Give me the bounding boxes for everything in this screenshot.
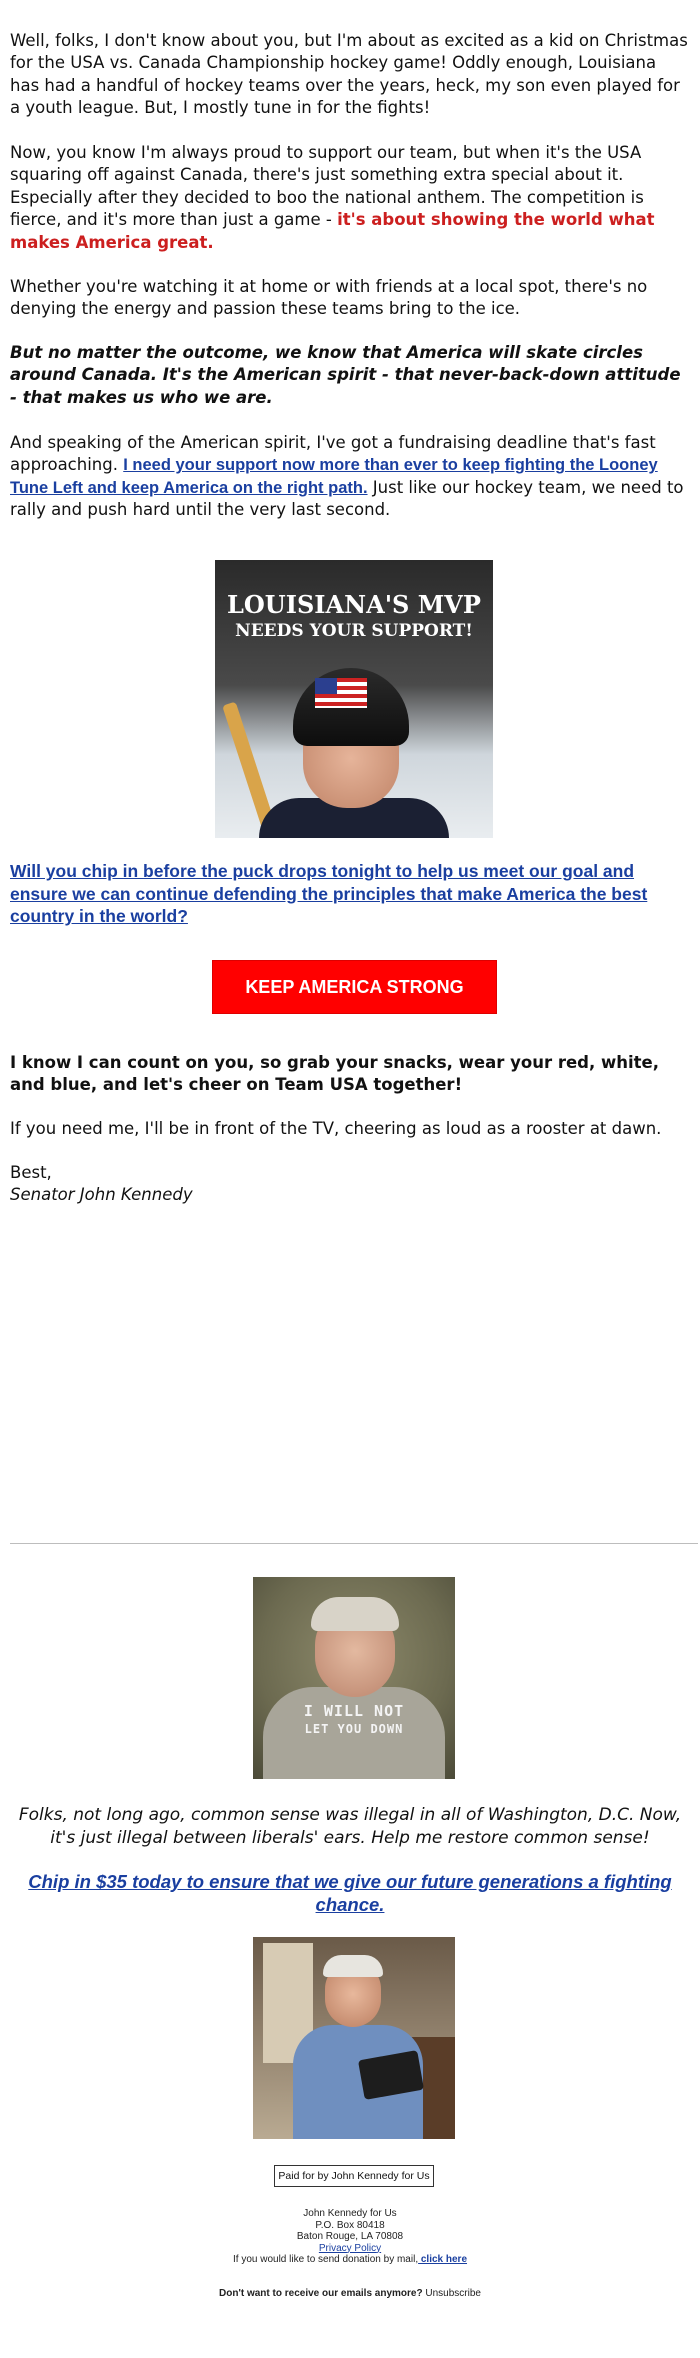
kennedy-portrait-image[interactable] [253, 1577, 455, 1779]
footer-mail-line [10, 2254, 690, 2266]
footer-po-box: P.O. Box 80418 [315, 2219, 385, 2231]
unsubscribe-text: Don't want to receive our emails anymore? [219, 2288, 423, 2299]
unsubscribe-line [10, 2288, 690, 2300]
intro-paragraph-5-tail: Just like our hockey team, we need to rally and push hard until the very last second. [10, 477, 684, 520]
intro-paragraph-3: Whether you're watching it at home or with friends at a local spot, there's no denying the energy and passion these teams bring to the ice. [10, 277, 648, 319]
intro-paragraph-5 [10, 432, 690, 522]
kennedy-tablet-image[interactable] [253, 1937, 455, 2139]
mvp-image-headline-line1: LOUISIANA'S MVP [227, 590, 481, 619]
intro-paragraph-2-highlight: it's about showing the world what makes America great. [10, 210, 655, 252]
footer-city: Baton Rouge, LA 70808 [296, 2231, 404, 2242]
footer-org: John Kennedy for Us [303, 2208, 397, 2219]
usa-flag-decal [315, 678, 367, 708]
closing-paragraph-1: I know I can count on you, so grab your snacks, wear your red, white, and blue, and let's cheer on Team USA together! [10, 1053, 659, 1095]
chip-35-link[interactable]: Chip in $35 today to ensure that we give our future generations a fighting chance. [28, 1871, 672, 1915]
signature: Senator John Kennedy [10, 1185, 193, 1204]
keep-america-strong-button[interactable]: KEEP AMERICA STRONG [212, 960, 497, 1014]
intro-paragraph-2 [10, 142, 690, 254]
unsubscribe-link[interactable]: Unsubscribe [422, 2288, 481, 2299]
mail-donation-link[interactable]: click here [418, 2254, 468, 2265]
chip-in-link[interactable]: Will you chip in before the puck drops tonight to help us meet our goal and ensure we can continue defending the principles that make America the best country in the world? [10, 861, 648, 926]
paid-for-disclaimer: Paid for by John Kennedy for Us [274, 2165, 434, 2187]
mvp-image-headline [215, 592, 493, 644]
intro-paragraph-4: But no matter the outcome, we know that America will skate circles around Canada. It's the American spirit - that never-back-down attitude - that makes us who we are. [10, 343, 681, 407]
mvp-image-headline-line2: NEEDS YOUR SUPPORT! [235, 621, 473, 641]
closing-paragraph-2: If you need me, I'll be in front of the TV, cheering as loud as a rooster at dawn. [10, 1119, 662, 1138]
signoff: Best, [10, 1163, 52, 1182]
common-sense-quote: Folks, not long ago, common sense was illegal in all of Washington, D.C. Now, it's just illegal between liberals' ears. Help me restore common sense! [18, 1805, 682, 1848]
image-caption-line1: I WILL NOT [303, 1702, 405, 1720]
image-caption [253, 1702, 455, 1738]
intro-paragraph-1: Well, folks, I don't know about you, but I'm about as excited as a kid on Christmas for the USA vs. Canada Championship hockey game! Oddly enough, Louisiana has had a handful of hockey teams over the years, heck, my son even played for a youth league. But, I mostly tune in for the fights! [10, 31, 688, 118]
section-divider [10, 1543, 698, 1544]
portrait-hair [311, 1597, 399, 1631]
image-caption-line2: LET YOU DOWN [304, 1722, 404, 1736]
intro-paragraph-2-text: Now, you know I'm always proud to support our team, but when it's the USA squaring off against Canada, there's just something extra special about it. Especially after they decided to boo the national anthem. The competition is fierce, and it's more than just a game - [10, 143, 644, 230]
portrait-hair [323, 1955, 383, 1977]
privacy-policy-link[interactable]: Privacy Policy [318, 2242, 382, 2254]
intro-paragraph-5-text: And speaking of the American spirit, I've got a fundraising deadline that's fast approaching. [10, 433, 656, 475]
chip-in-link-block [10, 860, 690, 928]
support-link[interactable]: I need your support now more than ever to keep fighting the Looney Tune Left and keep America on the right path. [10, 456, 658, 497]
footer-address [10, 2208, 690, 2266]
mvp-hero-image[interactable] [215, 560, 493, 838]
chip-35-link-block [10, 1870, 690, 1916]
footer-mail-text: If you would like to send donation by mail, [232, 2254, 419, 2265]
